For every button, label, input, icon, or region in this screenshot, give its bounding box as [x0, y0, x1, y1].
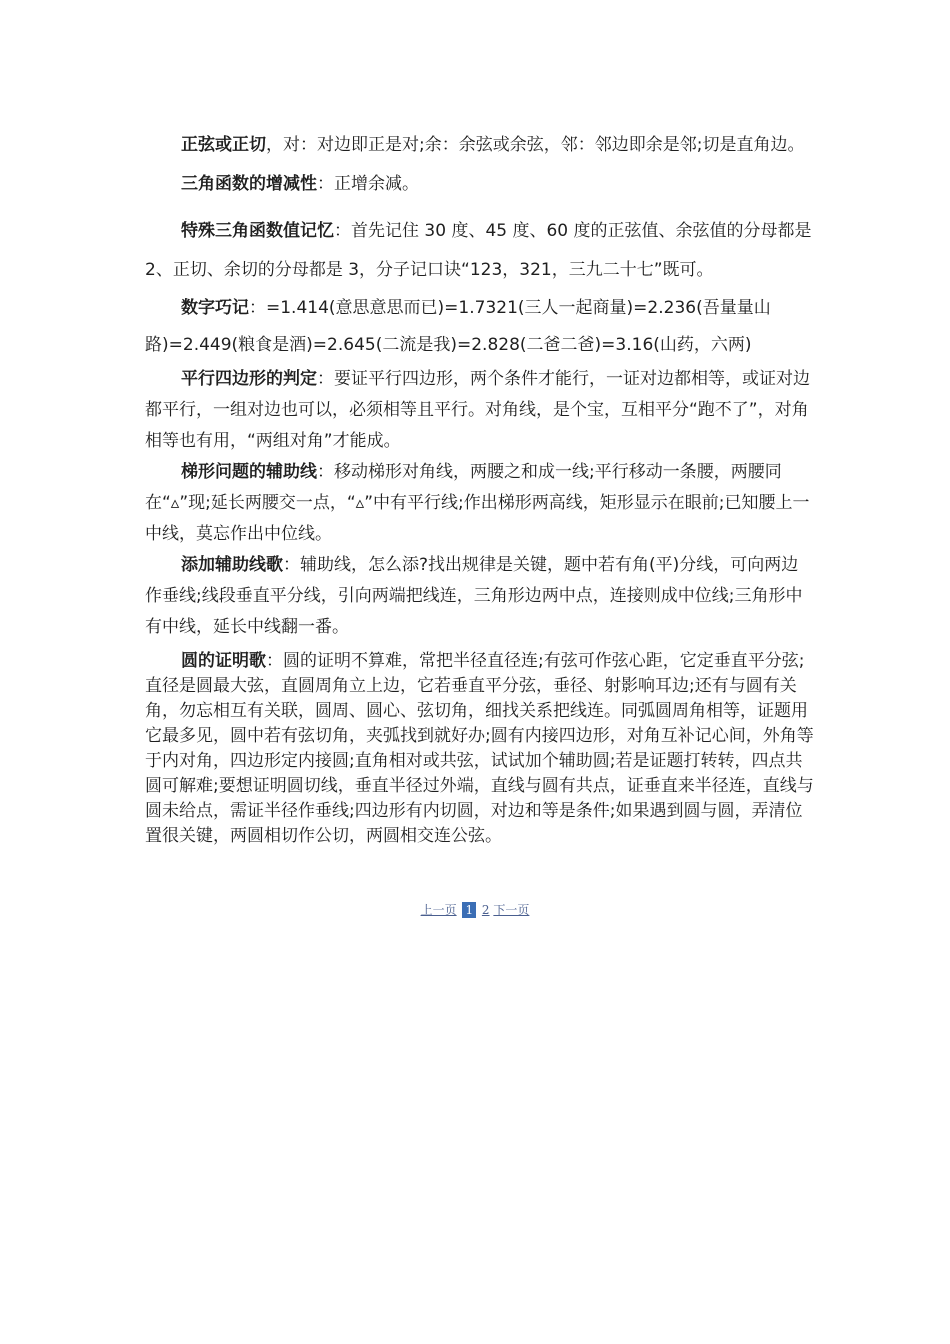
- pagination: [0, 902, 950, 918]
- paragraph-text: ：=1.414(意思意思而已)=1.7321(三人一起商量)=2.236(吾量量山路)=2.449(粮食是酒)=2.645(二流是我)=2.828(二爸二爸)=3.16(山药，六两): [145, 298, 771, 355]
- paragraph-heading: 三角函数的增减性: [181, 174, 317, 194]
- paragraph-auxiliary-lines: [145, 550, 815, 643]
- current-page-indicator: 1: [462, 902, 476, 918]
- article-body: [145, 134, 815, 849]
- paragraph-heading: 平行四边形的判定: [181, 369, 317, 389]
- paragraph-circle-proofs: [145, 649, 815, 849]
- paragraph-heading: 添加辅助线歌: [181, 555, 283, 575]
- paragraph-text: ：正增余减。: [317, 174, 419, 194]
- paragraph-heading: 梯形问题的辅助线: [181, 462, 317, 482]
- page-2-link[interactable]: 2: [481, 903, 490, 917]
- paragraph-sine-tangent: [145, 134, 815, 157]
- paragraph-special-values: [145, 212, 815, 290]
- paragraph-heading: 特殊三角函数值记忆: [181, 221, 334, 241]
- paragraph-text: ：移动梯形对角线，两腰之和成一线;平行移动一条腰，两腰同在“▵”现;延长两腰交一点，“▵”中有平行线;作出梯形两高线，矩形显示在眼前;已知腰上一中线，莫忘作出中位线。: [145, 462, 810, 544]
- paragraph-heading: 圆的证明歌: [181, 651, 266, 671]
- prev-page-link[interactable]: 上一页: [420, 903, 457, 917]
- paragraph-heading: 数字巧记: [181, 298, 249, 318]
- paragraph-parallelogram: [145, 364, 815, 457]
- paragraph-text: ：圆的证明不算难，常把半径直径连;有弦可作弦心距，它定垂直平分弦;直径是圆最大弦，直圆周角立上边，它若垂直平分弦，垂径、射影响耳边;还有与圆有关角，勿忘相互有关联，圆周、圆心、弦切角，细找关系把线连。同弧圆周角相等，证题用它最多见，圆中若有弦切角，夹弧找到就好办;圆有内接四边形，对角互补记心间，外角等于内对角，四边形定内接圆;直角相对或共弦，试试加个辅助圆;若是证题打转转，四点共圆可解难;要想证明圆切线，垂直半径过外端，直线与圆有共点，证垂直来半径连，直线与圆未给点，需证半径作垂线;四边形有内切圆，对边和等是条件;如果遇到圆与圆，弄清位置很关键，两圆相切作公切，两圆相交连公弦。: [145, 651, 814, 846]
- next-page-link[interactable]: 下一页: [493, 903, 530, 917]
- paragraph-trapezoid: [145, 457, 815, 550]
- paragraph-number-mnemonics: [145, 290, 815, 364]
- paragraph-text: ，对：对边即正是对;余：余弦或余弦，邻：邻边即余是邻;切是直角边。: [266, 135, 805, 155]
- paragraph-text: ：辅助线，怎么添?找出规律是关键，题中若有角(平)分线，可向两边作垂线;线段垂直平分线，引向两端把线连，三角形边两中点，连接则成中位线;三角形中有中线，延长中线翻一番。: [145, 555, 803, 637]
- paragraph-text: ：要证平行四边形，两个条件才能行，一证对边都相等，或证对边都平行，一组对边也可以，必须相等且平行。对角线，是个宝，互相平分“跑不了”，对角相等也有用，“两组对角”才能成。: [145, 369, 810, 451]
- paragraph-heading: 正弦或正切: [181, 135, 266, 155]
- paragraph-monotonicity: [145, 173, 815, 196]
- paragraph-text: ：首先记住 30 度、45 度、60 度的正弦值、余弦值的分母都是 2、正切、余切的分母都是 3，分子记口诀“123，321，三九二十七”既可。: [145, 221, 812, 280]
